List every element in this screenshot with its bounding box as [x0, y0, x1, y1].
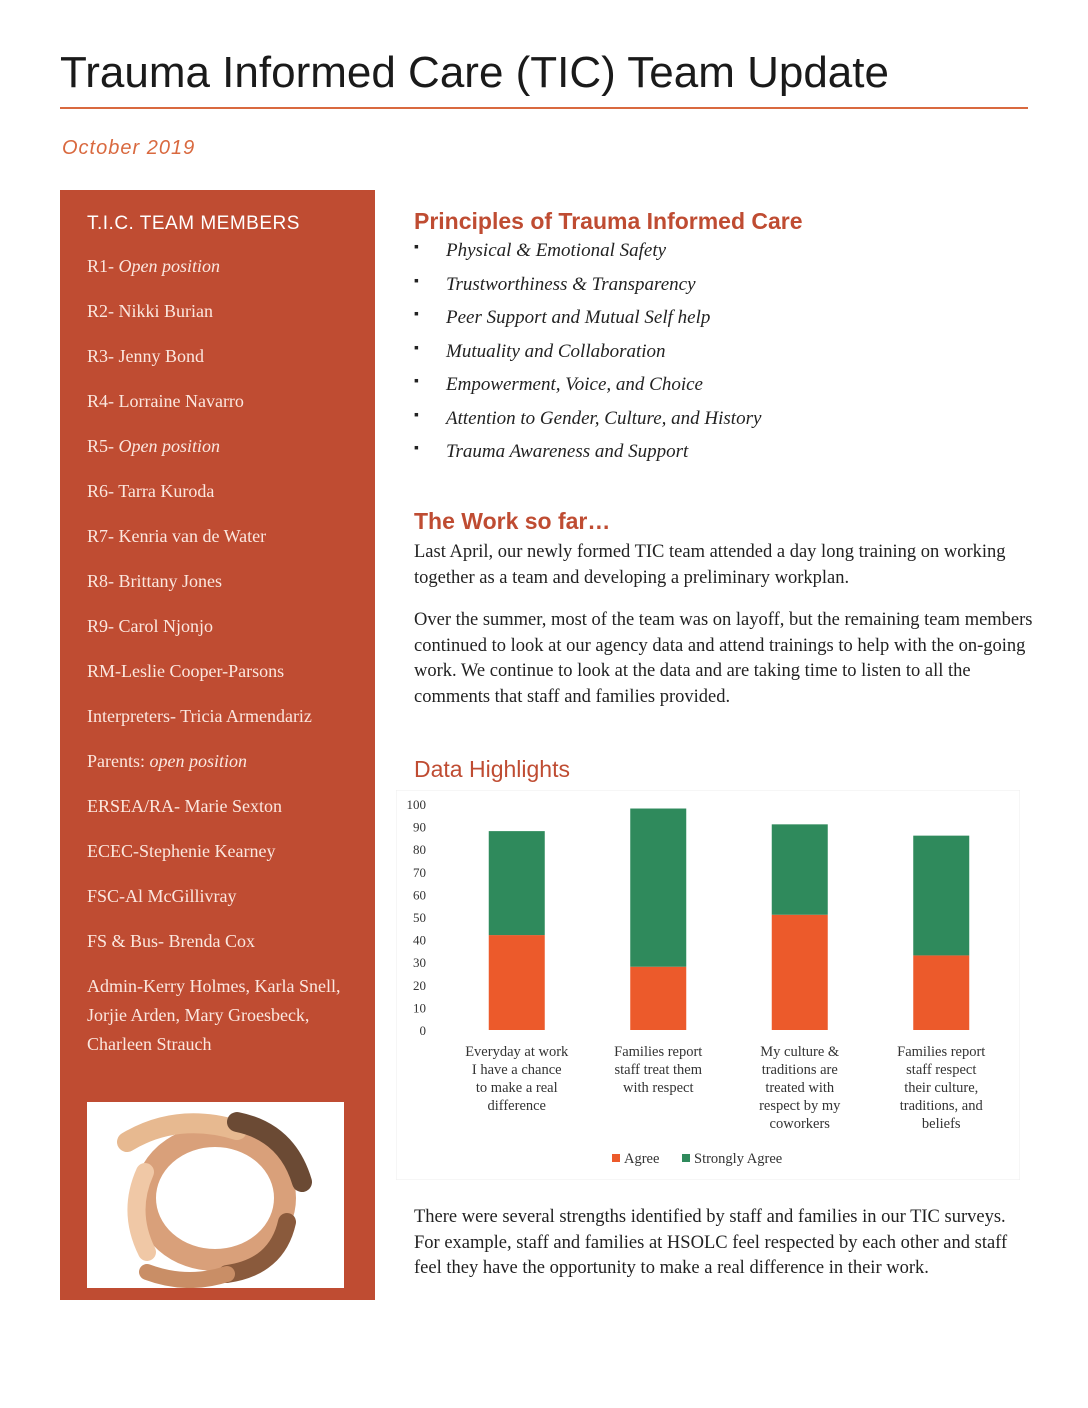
issue-date: October 2019 — [62, 137, 196, 159]
team-member-name: Open position — [118, 436, 220, 456]
team-member-role: R4- — [87, 391, 119, 411]
legend-swatch — [612, 1154, 620, 1162]
team-member-name: Brittany Jones — [118, 571, 222, 591]
y-tick-label: 60 — [413, 887, 426, 903]
principle-item: ▪ Mutuality and Collaboration — [414, 341, 761, 375]
y-tick-label: 80 — [413, 842, 426, 858]
team-member-name: open position — [149, 751, 247, 771]
team-members-list — [87, 252, 357, 1075]
principle-item: ▪ Trustworthiness & Transparency — [414, 274, 761, 308]
team-member-role: Parents: — [87, 751, 150, 771]
principle-item: ▪ Attention to Gender, Culture, and History — [414, 408, 761, 442]
team-member-role: Interpreters- — [87, 706, 181, 726]
team-member-name: Kenria van de Water — [118, 526, 267, 546]
y-tick-label: 30 — [413, 955, 426, 971]
team-member — [87, 252, 357, 281]
legend-label: Strongly Agree — [694, 1151, 783, 1167]
team-member-role: FS & Bus- — [87, 931, 169, 951]
team-member-name: Kerry Holmes, Karla Snell, Jorjie Arden, Mary Groesbeck, Charleen Strauch — [87, 976, 341, 1054]
team-member — [87, 297, 357, 326]
hands-circle-image — [87, 1102, 344, 1288]
bar-agree — [630, 967, 686, 1030]
team-member-role: FSC- — [87, 886, 126, 906]
team-member-name: Leslie Cooper-Parsons — [121, 661, 285, 681]
category-label: Families report staff treat them with respect — [614, 1044, 703, 1096]
team-member — [87, 522, 357, 551]
team-member — [87, 702, 357, 731]
y-tick-label: 10 — [413, 1000, 426, 1016]
work-heading: The Work so far… — [414, 508, 611, 534]
closing-paragraph: There were several strengths identified by staff and families in our TIC surveys. For example, staff and families at HSOLC feel respected by each other and staff feel they have the opportunity to make a real difference in their work. — [414, 1207, 1008, 1278]
bar-strongly-agree — [913, 836, 969, 956]
team-member — [87, 927, 357, 956]
team-member-name: Nikki Burian — [118, 301, 213, 321]
category-label: Everyday at work I have a chance to make a real difference — [465, 1044, 569, 1114]
team-member-role: R6- — [87, 481, 119, 501]
team-member-role: R2- — [87, 301, 119, 321]
team-member-name: Tarra Kuroda — [118, 481, 215, 501]
team-member-role: R5- — [87, 436, 119, 456]
team-member-name: Lorraine Navarro — [118, 391, 244, 411]
team-member — [87, 747, 357, 776]
bar-strongly-agree — [772, 824, 828, 914]
team-member — [87, 387, 357, 416]
work-paragraph-2: Over the summer, most of the team was on layoff, but the remaining team members continued to look at our agency data and attend trainings to help with the on-going work. We continue to look at the data and are taking time to listen to all the comments that staff and families provided. — [414, 610, 1033, 707]
team-member-role: Admin- — [87, 976, 143, 996]
bar-agree — [489, 935, 545, 1030]
team-member — [87, 837, 357, 866]
principle-item: ▪ Trauma Awareness and Support — [414, 441, 761, 475]
title-divider — [60, 107, 1028, 109]
bar-strongly-agree — [489, 831, 545, 935]
y-tick-label: 20 — [413, 977, 426, 993]
y-tick-label: 0 — [419, 1023, 426, 1038]
y-tick-label: 100 — [406, 797, 426, 812]
survey-bar-chart — [396, 790, 1020, 1180]
team-member — [87, 477, 357, 506]
team-member — [87, 657, 357, 686]
team-member-role: R9- — [87, 616, 119, 636]
team-member — [87, 432, 357, 461]
team-member — [87, 612, 357, 641]
y-tick-label: 70 — [413, 864, 426, 880]
team-members-sidebar — [60, 190, 375, 1300]
y-tick-label: 90 — [413, 819, 426, 835]
team-member-role: R8- — [87, 571, 119, 591]
team-member — [87, 882, 357, 911]
y-tick-label: 50 — [413, 910, 426, 925]
bar-agree — [772, 915, 828, 1030]
team-member-name: Marie Sexton — [184, 796, 282, 816]
team-member-role: R1- — [87, 256, 119, 276]
team-member — [87, 792, 357, 821]
y-tick-label: 40 — [413, 932, 426, 948]
team-member-role: ERSEA/RA- — [87, 796, 185, 816]
team-member-role: R3- — [87, 346, 119, 366]
page-title: Trauma Informed Care (TIC) Team Update — [60, 48, 889, 97]
team-member-role: ECEC- — [87, 841, 139, 861]
legend-label: Agree — [624, 1151, 660, 1167]
team-members-heading: T.I.C. TEAM MEMBERS — [87, 213, 300, 234]
team-member-name: Open position — [118, 256, 220, 276]
team-member-name: Jenny Bond — [118, 346, 204, 366]
team-member — [87, 567, 357, 596]
team-member — [87, 972, 357, 1059]
category-label: Families report staff respect their culture, traditions, and beliefs — [897, 1044, 986, 1132]
data-highlights-heading: Data Highlights — [414, 756, 570, 782]
principles-list — [414, 240, 761, 475]
bar-agree — [913, 955, 969, 1030]
work-paragraph-1: Last April, our newly formed TIC team attended a day long training on working together as a team and developing a preliminary workplan. — [414, 542, 1006, 588]
category-label: My culture & traditions are treated with respect by my coworkers — [759, 1044, 841, 1132]
bar-strongly-agree — [630, 809, 686, 967]
principle-item: ▪ Empowerment, Voice, and Choice — [414, 374, 761, 408]
principle-item: ▪ Physical & Emotional Safety — [414, 240, 761, 274]
team-member-role: RM- — [87, 661, 122, 681]
principle-item: ▪ Peer Support and Mutual Self help — [414, 307, 761, 341]
team-member-name: Al McGillivray — [125, 886, 237, 906]
legend-swatch — [682, 1154, 690, 1162]
team-member-name: Carol Njonjo — [118, 616, 213, 636]
team-member — [87, 342, 357, 371]
team-member-role: R7- — [87, 526, 119, 546]
team-member-name: Tricia Armendariz — [180, 706, 312, 726]
team-member-name: Stephenie Kearney — [139, 841, 276, 861]
team-member-name: Brenda Cox — [168, 931, 256, 951]
principles-heading: Principles of Trauma Informed Care — [414, 208, 803, 234]
